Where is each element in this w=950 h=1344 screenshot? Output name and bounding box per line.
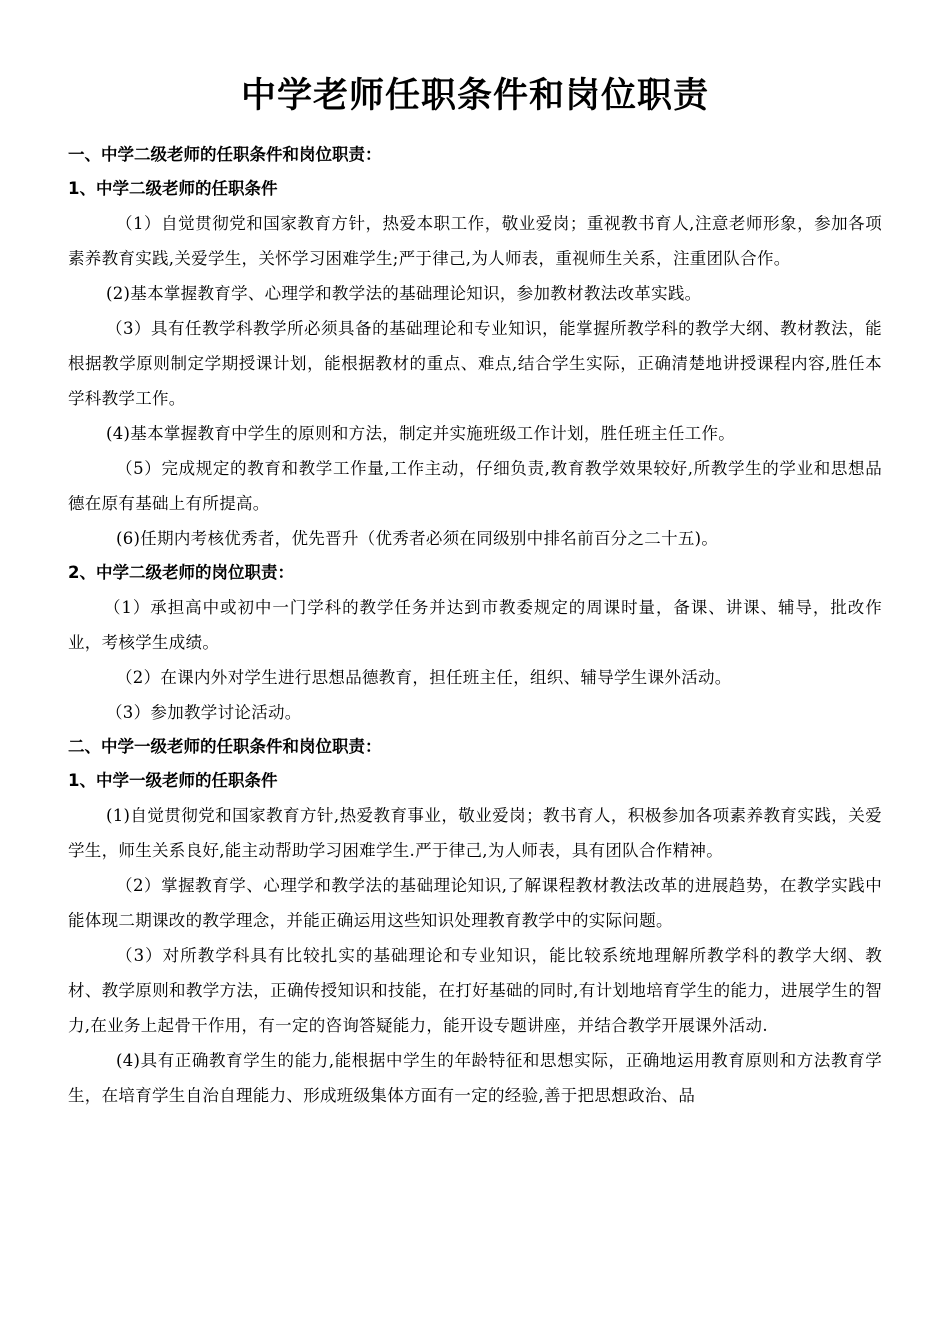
paragraph: (4)具有正确教育学生的能力,能根据中学生的年龄特征和思想实际，正确地运用教育原则和方法教育学生，在培育学生自治自理能力、形成班级集体方面有一定的经验,善于把思想政治、品 xyxy=(68,1051,882,1105)
paragraph: （1）承担高中或初中一门学科的教学任务并达到市教委规定的周课时量，备课、讲课、辅导，批改作业，考核学生成绩。 xyxy=(68,598,882,652)
paragraph: (6)任期内考核优秀者，优先晋升（优秀者必须在同级别中排名前百分之二十五)。 xyxy=(116,529,719,548)
section-heading-2: 二、中学一级老师的任职条件和岗位职责： xyxy=(68,737,382,756)
paragraph: （3）参加教学讨论活动。 xyxy=(106,703,302,722)
subsection-heading-2-1: 1、中学一级老师的任职条件 xyxy=(68,771,278,790)
paragraph: （3）具有任教学科教学所必须具备的基础理论和专业知识，能掌握所教学科的教学大纲、教材教法，能根据教学原则制定学期授课计划，能根据教材的重点、难点,结合学生实际，正确清楚地讲授课程内容,胜任本学科教学工作。 xyxy=(68,319,882,408)
paragraph: （3）对所教学科具有比较扎实的基础理论和专业知识，能比较系统地理解所教学科的教学大纲、教材、教学原则和教学方法，正确传授知识和技能，在打好基础的同时,有计划地培育学生的能力，进展学生的智力,在业务上起骨干作用，有一定的咨询答疑能力，能开设专题讲座，并结合教学开展课外活动. xyxy=(68,946,882,1035)
paragraph: （1）自觉贯彻党和国家教育方针，热爱本职工作，敬业爱岗；重视教书育人,注意老师形象，参加各项素养教育实践,关爱学生，关怀学习困难学生;严于律己,为人师表，重视师生关系，注重团队合作。 xyxy=(68,214,882,268)
paragraph: (4)基本掌握教育中学生的原则和方法，制定并实施班级工作计划，胜任班主任工作。 xyxy=(106,424,736,443)
subsection-heading-1-2: 2、中学二级老师的岗位职责： xyxy=(68,563,294,582)
paragraph: （2）掌握教育学、心理学和教学法的基础理论知识,了解课程教材教法改革的进展趋势，在教学实践中能体现二期课改的教学理念，并能正确运用这些知识处理教育教学中的实际问题。 xyxy=(68,876,882,930)
paragraph: （2）在课内外对学生进行思想品德教育，担任班主任，组织、辅导学生课外活动。 xyxy=(116,668,732,687)
subsection-heading-1-1: 1、中学二级老师的任职条件 xyxy=(68,179,278,198)
paragraph: (1)自觉贯彻党和国家教育方针,热爱教育事业，敬业爱岗；教书育人，积极参加各项素养教育实践，关爱学生，师生关系良好,能主动帮助学习困难学生.严于律己,为人师表，具有团队合作精神。 xyxy=(68,806,882,860)
document-title: 中学老师任职条件和岗位职责 xyxy=(240,76,709,116)
section-heading-1: 一、中学二级老师的任职条件和岗位职责： xyxy=(68,145,382,164)
paragraph: （5）完成规定的教育和教学工作量,工作主动，仔细负责,教育教学效果较好,所教学生的学业和思想品德在原有基础上有所提高。 xyxy=(68,459,882,513)
paragraph: (2)基本掌握教育学、心理学和教学法的基础理论知识，参加教材教法改革实践。 xyxy=(106,284,702,303)
